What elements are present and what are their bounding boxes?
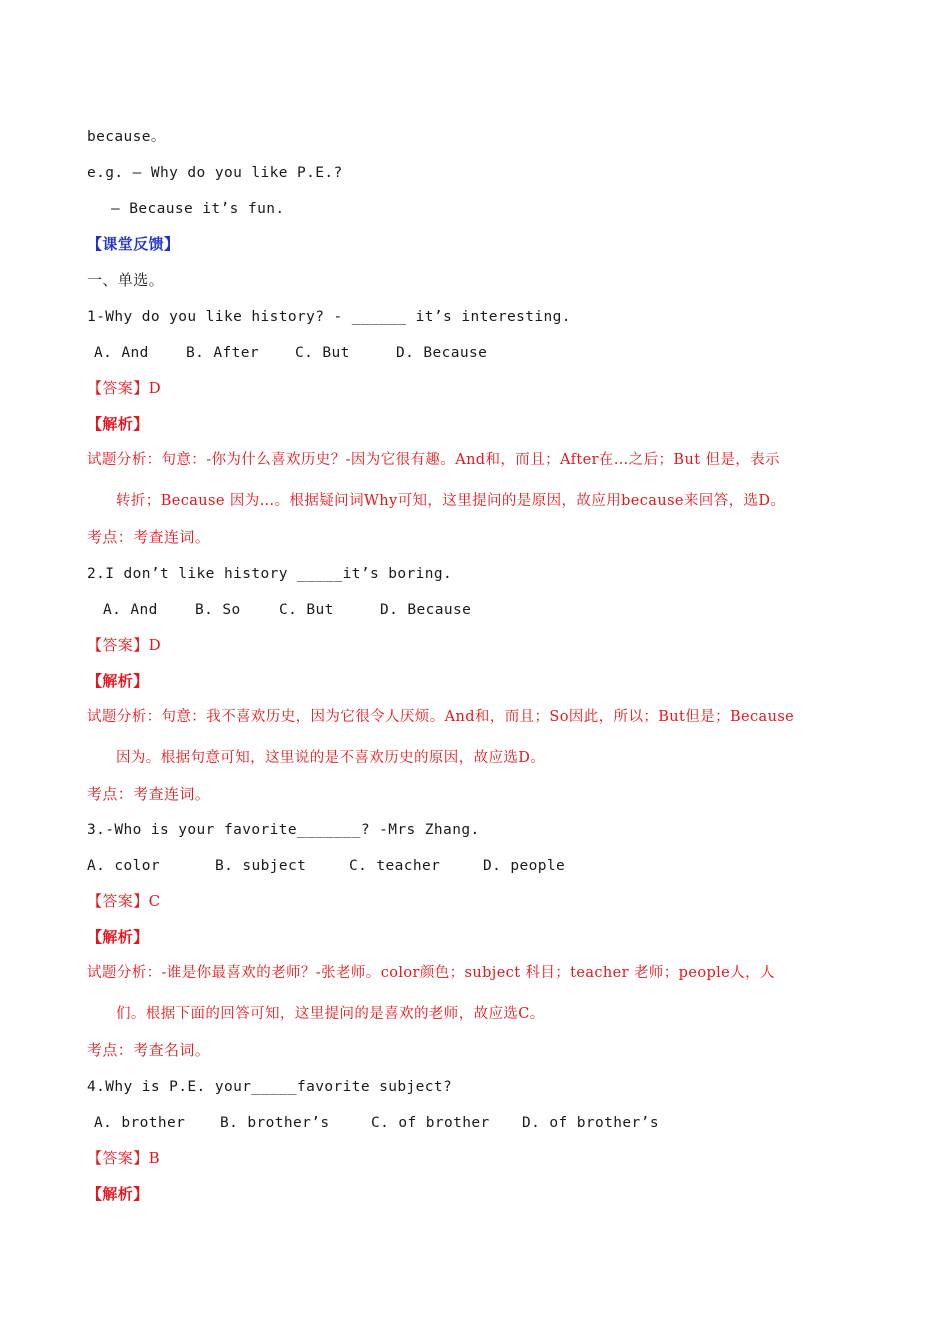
question-1-options: [94, 343, 487, 363]
question-1-answer: 【答案】D: [87, 379, 162, 397]
intro-line-2: e.g. — Why do you like P.E.?: [87, 165, 343, 181]
question-2-stem: 2.I don’t like history _____it’s boring.: [87, 566, 453, 582]
question-4-stem: 4.Why is P.E. your_____favorite subject?: [87, 1079, 453, 1095]
question-1-point: 考点：考查连词。: [87, 528, 211, 546]
option-d: D. people: [483, 858, 566, 874]
option-d: D. of brother’s: [522, 1115, 659, 1131]
question-1-stem: 1-Why do you like history? - ______ it’s interesting.: [87, 309, 571, 325]
question-2-answer: 【答案】D: [87, 636, 162, 654]
question-3-point: 考点：考查名词。: [87, 1041, 211, 1059]
section-title: 【课堂反馈】: [87, 235, 180, 253]
question-3-options: [87, 856, 565, 876]
option-c: C. But: [279, 602, 334, 618]
question-1-analysis-2: 转折；Because 因为…。根据疑问词Why可知，这里提问的是原因，故应用because来回答，选D。: [116, 493, 786, 509]
option-b: B. subject: [215, 858, 307, 874]
question-3-answer: 【答案】C: [87, 892, 161, 910]
intro-line-3: — Because it’s fun.: [111, 201, 285, 217]
option-c: C. But: [295, 345, 350, 361]
question-2-analysis-label: 【解析】: [87, 672, 149, 690]
part-title: 一、单选。: [87, 271, 165, 289]
question-3-analysis-label: 【解析】: [87, 928, 149, 946]
question-3-analysis-2: 们。根据下面的回答可知，这里提问的是喜欢的老师，故应选C。: [116, 1006, 545, 1022]
option-d: D. Because: [380, 602, 472, 618]
option-c: C. teacher: [349, 858, 441, 874]
question-2-analysis-1: 试题分析：句意：我不喜欢历史，因为它很令人厌烦。And和，而且；So因此，所以；But但是；Because: [87, 709, 795, 725]
question-3-analysis-1: 试题分析：-谁是你最喜欢的老师？-张老师。color颜色；subject 科目；teacher 老师；people人，人: [87, 965, 775, 981]
option-d: D. Because: [396, 345, 488, 361]
option-a: A. And: [103, 602, 158, 618]
option-a: A. And: [94, 345, 149, 361]
option-a: A. brother: [94, 1115, 186, 1131]
question-1-analysis-1: 试题分析：句意：-你为什么喜欢历史？-因为它很有趣。And和，而且；After在…之后；But 但是，表示: [87, 452, 780, 468]
option-b: B. brother’s: [220, 1115, 330, 1131]
question-1-analysis-label: 【解析】: [87, 415, 149, 433]
intro-line-1: because。: [87, 129, 166, 145]
question-4-answer: 【答案】B: [87, 1149, 161, 1167]
question-4-analysis-label: 【解析】: [87, 1185, 149, 1203]
option-a: A. color: [87, 858, 161, 874]
option-b: B. After: [186, 345, 260, 361]
question-3-stem: 3.-Who is your favorite_______? -Mrs Zhang.: [87, 822, 480, 838]
option-c: C. of brother: [371, 1115, 490, 1131]
question-2-options: [103, 600, 471, 620]
question-2-analysis-2: 因为。根据句意可知，这里说的是不喜欢历史的原因，故应选D。: [116, 750, 546, 766]
option-b: B. So: [195, 602, 241, 618]
question-2-point: 考点：考查连词。: [87, 785, 211, 803]
question-4-options: [94, 1113, 659, 1133]
